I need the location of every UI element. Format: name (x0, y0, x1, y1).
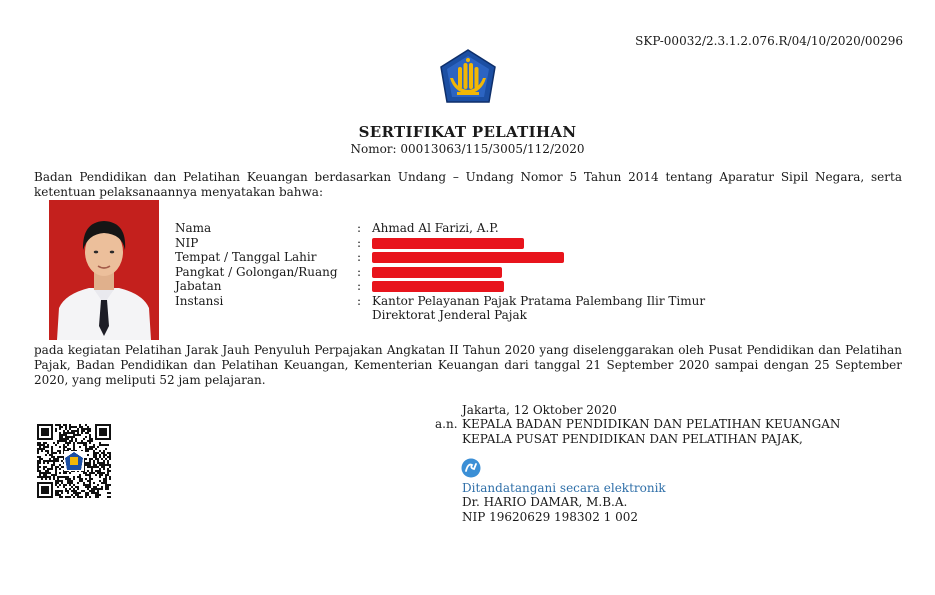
redacted-value (372, 236, 524, 251)
participant-photo (49, 200, 159, 340)
signer-nip: NIP 19620629 198302 1 002 (462, 509, 638, 524)
field-colon: : (357, 235, 362, 250)
field-label: Jabatan (175, 279, 222, 293)
intro-paragraph: Badan Pendidikan dan Pelatihan Keuangan berdasarkan Undang – Undang Nomor 5 Tahun 2014 tentang Aparatur Sipil Negara, serta ketentuan pelaksanaannya menyatakan bahwa: (34, 170, 902, 199)
certificate-number: Nomor: 00013063/115/3005/112/2020 (350, 142, 585, 156)
signature-title-line1: KEPALA BADAN PENDIDIKAN DAN PELATIHAN KEUANGAN (462, 417, 841, 431)
signature-place-date: Jakarta, 12 Oktober 2020 (462, 403, 617, 417)
electronic-signature-icon (461, 458, 481, 478)
document-code: SKP-00032/2.3.1.2.076.R/04/10/2020/00296 (635, 34, 903, 48)
redacted-value (372, 279, 504, 294)
field-label: Instansi (175, 293, 224, 308)
field-label: Pangkat / Golongan/Ruang (175, 264, 338, 279)
redacted-value (372, 265, 502, 280)
field-value-instansi: Kantor Pelayanan Pajak Pratama Palembang Ilir Timur (372, 293, 706, 308)
an-prefix: a.n. (435, 417, 458, 431)
field-colon: : (357, 293, 362, 308)
training-paragraph: pada kegiatan Pelatihan Jarak Jauh Penyuluh Perpajakan Angkatan II Tahun 2020 yang diselenggarakan oleh Pusat Pendidikan dan Pelatihan Pajak, Badan Pendidikan dan Pelatihan Keuangan, Kementerian Keuangan dari tanggal 21 September 2020 sampai dengan 25 September 2020, yang meliputi 52 jam pelajaran. (34, 343, 902, 387)
signer-name: Dr. HARIO DAMAR, M.B.A. (462, 495, 628, 509)
electronic-signature-note: Ditandatangani secara elektronik (462, 481, 666, 495)
field-value-nama: Ahmad Al Farizi, A.P. (372, 221, 499, 235)
field-label: Nama (175, 221, 212, 235)
signer-block (462, 495, 638, 524)
ministry-emblem-icon (437, 48, 499, 108)
field-colon: : (357, 221, 362, 235)
signature-title-block (435, 417, 841, 446)
field-label: NIP (175, 235, 199, 250)
certificate-title: SERTIFIKAT PELATIHAN (358, 123, 577, 141)
field-label: Tempat / Tanggal Lahir (175, 250, 317, 264)
field-colon: : (357, 279, 362, 293)
signature-title-line2: KEPALA PUSAT PENDIDIKAN DAN PELATIHAN PAJAK, (462, 431, 803, 446)
field-value-instansi-2: Direktorat Jenderal Pajak (372, 308, 527, 322)
qr-code (37, 424, 111, 498)
field-colon: : (357, 264, 362, 279)
redacted-value (372, 250, 564, 265)
field-colon: : (357, 250, 362, 264)
